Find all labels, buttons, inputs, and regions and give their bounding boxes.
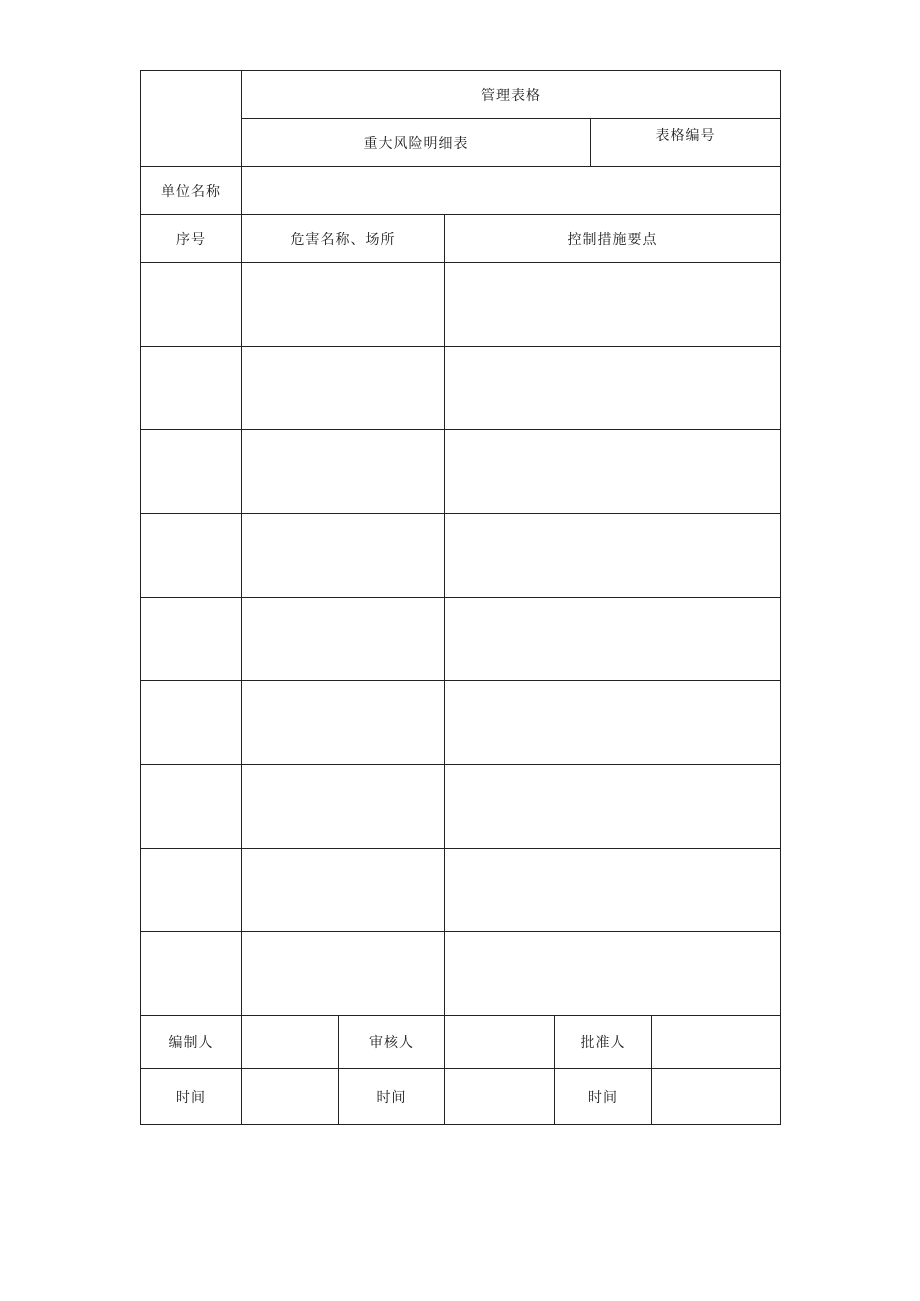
risk-detail-form-table — [140, 70, 781, 1125]
form-title: 重大风险明细表 — [242, 119, 591, 167]
table-row — [141, 765, 781, 849]
table-row — [141, 849, 781, 932]
prepared-time-field[interactable] — [242, 1069, 339, 1125]
row-seq-cell[interactable] — [141, 347, 242, 430]
row-control-cell[interactable] — [445, 681, 781, 765]
row-control-cell[interactable] — [445, 430, 781, 514]
approved-by-field[interactable] — [652, 1016, 781, 1069]
prepared-time-label: 时间 — [141, 1069, 242, 1125]
reviewed-time-field[interactable] — [445, 1069, 555, 1125]
table-row — [141, 263, 781, 347]
row-hazard-cell[interactable] — [242, 765, 445, 849]
row-control-cell[interactable] — [445, 598, 781, 681]
row-hazard-cell[interactable] — [242, 514, 445, 598]
unit-name-label: 单位名称 — [141, 167, 242, 215]
row-control-cell[interactable] — [445, 347, 781, 430]
row-hazard-cell[interactable] — [242, 681, 445, 765]
table-row — [141, 681, 781, 765]
table-row — [141, 430, 781, 514]
unit-name-field[interactable] — [242, 167, 781, 215]
row-control-cell[interactable] — [445, 849, 781, 932]
form-category: 管理表格 — [242, 71, 781, 119]
row-seq-cell[interactable] — [141, 681, 242, 765]
row-seq-cell[interactable] — [141, 263, 242, 347]
approved-time-label: 时间 — [555, 1069, 652, 1125]
logo-cell — [141, 71, 242, 167]
row-hazard-cell[interactable] — [242, 347, 445, 430]
prepared-by-field[interactable] — [242, 1016, 339, 1069]
table-row — [141, 347, 781, 430]
column-header-seq: 序号 — [141, 215, 242, 263]
approved-time-field[interactable] — [652, 1069, 781, 1125]
table-row — [141, 598, 781, 681]
row-hazard-cell[interactable] — [242, 849, 445, 932]
row-hazard-cell[interactable] — [242, 430, 445, 514]
row-seq-cell[interactable] — [141, 932, 242, 1016]
column-header-control: 控制措施要点 — [445, 215, 781, 263]
row-control-cell[interactable] — [445, 514, 781, 598]
reviewed-by-field[interactable] — [445, 1016, 555, 1069]
row-hazard-cell[interactable] — [242, 932, 445, 1016]
form-code-label: 表格编号 — [591, 119, 781, 167]
row-seq-cell[interactable] — [141, 765, 242, 849]
table-row — [141, 932, 781, 1016]
row-control-cell[interactable] — [445, 765, 781, 849]
reviewed-by-label: 审核人 — [339, 1016, 445, 1069]
row-seq-cell[interactable] — [141, 849, 242, 932]
row-seq-cell[interactable] — [141, 514, 242, 598]
prepared-by-label: 编制人 — [141, 1016, 242, 1069]
row-seq-cell[interactable] — [141, 430, 242, 514]
row-seq-cell[interactable] — [141, 598, 242, 681]
row-hazard-cell[interactable] — [242, 598, 445, 681]
approved-by-label: 批准人 — [555, 1016, 652, 1069]
table-row — [141, 514, 781, 598]
column-header-hazard: 危害名称、场所 — [242, 215, 445, 263]
form-sheet — [140, 70, 780, 1125]
reviewed-time-label: 时间 — [339, 1069, 445, 1125]
row-hazard-cell[interactable] — [242, 263, 445, 347]
row-control-cell[interactable] — [445, 263, 781, 347]
row-control-cell[interactable] — [445, 932, 781, 1016]
